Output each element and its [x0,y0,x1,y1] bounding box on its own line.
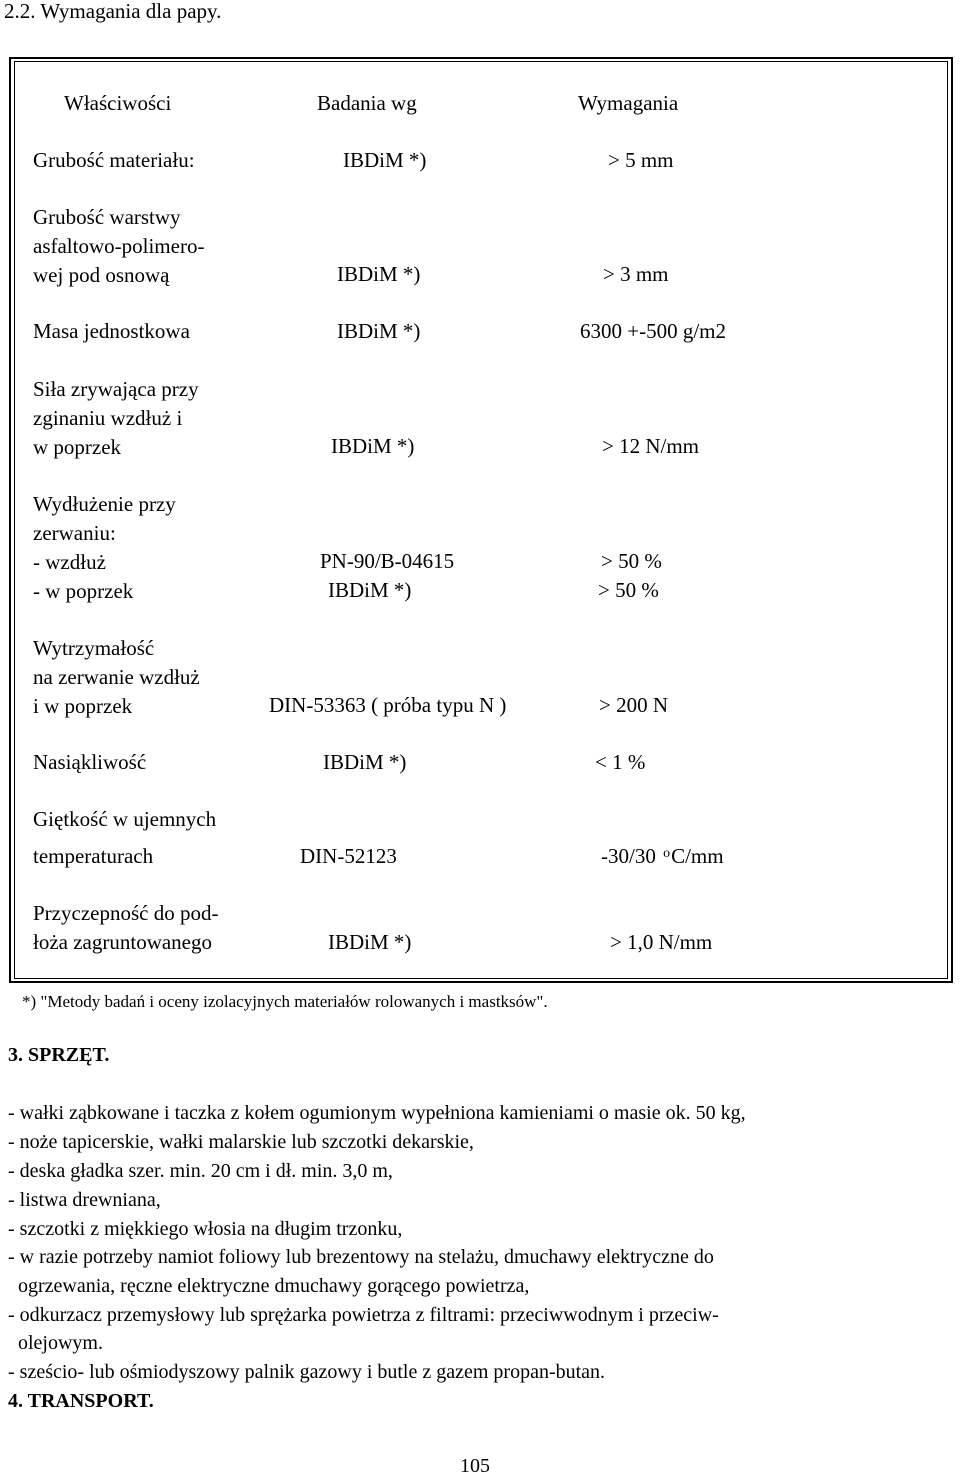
table-footnote: *) "Metody badań i oceny izolacyjnych materiałów rolowanych i mastksów". [22,992,548,1011]
row-layer-thickness-property: Grubość warstwy asfaltowo-polimero- wej pod osnową [33,205,205,287]
equipment-item: - szczotki z miękkiego włosia na długim trzonku, [8,1218,403,1240]
equipment-item: - listwa drewniana, [8,1189,161,1211]
header-test-method: Badania wg [317,91,417,115]
section-4-heading: 4. TRANSPORT. [8,1390,154,1412]
row-unit-mass-requirement: 6300 +-500 g/m2 [580,319,727,343]
row-flexibility-method: DIN-52123 [300,844,397,868]
row-unit-mass-method: IBDiM *) [337,319,421,343]
header-requirements: Wymagania [578,91,679,115]
header-properties: Właściwości [64,91,172,115]
row-flexibility-requirement: -30/30 $^o$C/mm [601,844,724,868]
row-thickness-method: IBDiM *) [343,148,427,172]
row-adhesion-method: IBDiM *) [328,930,412,954]
row-breaking-force-requirement: > 12 N/mm [602,434,700,458]
row-tensile-strength-method: DIN-53363 ( próba typu N ) [269,693,507,717]
row-elongation-method-along: PN-90/B-04615 [320,549,455,573]
equipment-item: - sześcio- lub ośmiodyszowy palnik gazowy i butle z gazem propan-butan. [8,1361,606,1383]
row-elongation-requirement-across: > 50 % [598,578,659,602]
row-absorbency-requirement: < 1 % [595,750,646,774]
equipment-item-continuation: ogrzewania, ręczne elektryczne dmuchawy gorącego powietrza, [8,1275,530,1297]
row-thickness-property: Grubość materiału: [33,148,195,172]
row-flexibility-property-line2: temperaturach [33,844,154,868]
row-adhesion-requirement: > 1,0 N/mm [610,930,713,954]
row-layer-thickness-requirement: > 3 mm [603,262,669,286]
row-breaking-force-method: IBDiM *) [331,434,415,458]
row-layer-thickness-method: IBDiM *) [337,262,421,286]
row-unit-mass-property: Masa jednostkowa [33,319,190,343]
row-elongation-method-across: IBDiM *) [328,578,412,602]
row-adhesion-property: Przyczepność do pod- łoża zagruntowanego [33,901,219,954]
page-number: 105 [460,1455,490,1477]
row-elongation-requirement-along: > 50 % [601,549,662,573]
equipment-item: - w razie potrzeby namiot foliowy lub brezentowy na stelażu, dmuchawy elektryczne do [8,1246,714,1268]
row-tensile-strength-requirement: > 200 N [599,693,669,717]
equipment-item: - deska gładka szer. min. 20 cm i dł. min. 3,0 m, [8,1160,393,1182]
row-absorbency-property: Nasiąkliwość [33,750,147,774]
row-flexibility-property-line1: Giętkość w ujemnych [33,807,217,831]
equipment-item: - odkurzacz przemysłowy lub sprężarka powietrza z filtrami: przeciwwodnym i przeciw- [8,1304,719,1326]
section-heading: 2.2. Wymagania dla papy. [4,0,222,23]
equipment-item-continuation: olejowym. [8,1332,103,1354]
row-tensile-strength-property: Wytrzymałość na zerwanie wzdłuż i w poprzek [33,636,200,718]
row-absorbency-method: IBDiM *) [323,750,407,774]
section-3-heading: 3. SPRZĘT. [8,1044,110,1066]
equipment-item: - wałki ząbkowane i taczka z kołem ogumionym wypełniona kamieniami o masie ok. 50 kg, [8,1102,746,1124]
equipment-item: - noże tapicerskie, wałki malarskie lub szczotki dekarskie, [8,1131,474,1153]
row-elongation-property: Wydłużenie przy zerwaniu: - wzdłuż - w poprzek [33,492,176,603]
row-breaking-force-property: Siła zrywająca przy zginaniu wzdłuż i w poprzek [33,377,199,459]
row-thickness-requirement: > 5 mm [608,148,674,172]
